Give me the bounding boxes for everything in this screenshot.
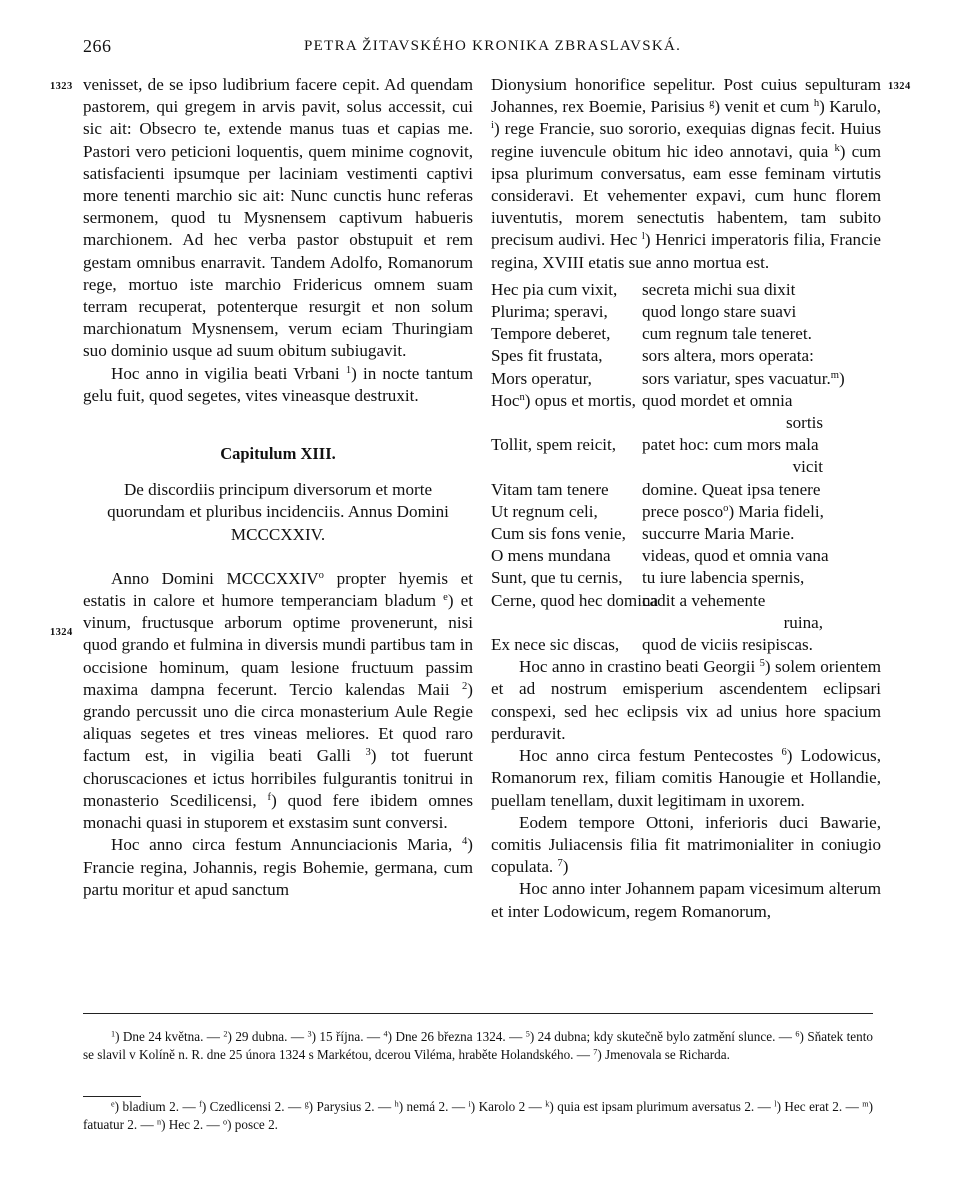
text-run: ) in nocte tantum gelu fuit, quod segetes, vites vineasque destruxit. (83, 363, 473, 405)
verse-half: Tempore deberet, (491, 324, 611, 344)
footnote-text: ) Sňatek tento se slavil v Kolíně n. R. dne 25 února 1324 s Markétou, dcerou Viléma, hraběte Holandského. — (83, 1029, 874, 1063)
verse-line (491, 479, 881, 501)
footnote-ref[interactable]: 5 (759, 658, 765, 670)
text-run: ) rege Francie, suo sororio, exequias dignas fecit. Huius regine iuvencule obitum hic ideo annotavi, quia (491, 119, 881, 161)
verse-half (491, 390, 642, 412)
footnote-ref[interactable]: n (519, 392, 525, 404)
footnote-text: ) bladium 2. — (114, 1099, 200, 1114)
poem (491, 279, 881, 656)
verse-line (491, 301, 881, 323)
footnote-text: ) quia est ipsam plurimum aversatus 2. — (549, 1099, 775, 1114)
paragraph (83, 363, 473, 407)
verse-line (491, 634, 881, 656)
text-run: propter hyemis et estatis in calore et humore temperanciam bladum (83, 568, 473, 611)
paragraph: venisset, de se ipso ludibrium facere cepit. Ad quendam pastorem, qui gregem in arvis pavit, solus accessit, cui sic ait: Obsecro te, extende manus tuas et capias me. Pastori vero peticioni loquentis, quem minime cognovit, satisfacienti ipsumque per laciniam vestimenti captivi more tenenti marchio sic ait: Nunc cunctis hunc referas sermonem, quod tu Mysnensem captivum habueris marchionem. Ad hec verba pastor obstupuit et rem gestam omnibus enarravit. Tandem Adolfo, Romanorum rege, mortuo iste marchio Fridericus omnem suam terram recuperat, potenterque resurgit et non solum marchionatum Mysnensem, verum eciam Thuringiam suo dominio usque ad suum obitum subiugavit. (83, 75, 473, 361)
footnote-text: ) Hec 2. — (161, 1117, 223, 1133)
paragraph: Hoc anno inter Johannem papam vicesimum alterum et inter Lodowicum, regem Romanorum, (491, 879, 881, 921)
footnote-mark: m (862, 1099, 869, 1109)
paragraph (491, 656, 881, 745)
verse-half: Tollit, spem reicit, (491, 435, 617, 455)
footnote-rule (83, 1013, 873, 1014)
footnote-ref[interactable]: 4 (462, 836, 468, 848)
paragraph (83, 568, 473, 834)
text-run: ) quod fere ibidem omnes monachi quasi in stuporem et exstasim sunt conversi. (83, 790, 474, 833)
footnote-text: ) fatuatur 2. — (83, 1099, 873, 1133)
verse-line (491, 501, 881, 523)
text-run: Hoc (491, 390, 520, 410)
footnote-mark: 3 (307, 1029, 312, 1039)
footnote-text: ) posce 2. (227, 1117, 278, 1133)
verse-line (491, 390, 881, 412)
verse-half: videas, quod et omnia vana (642, 546, 829, 566)
footnotes-historical (83, 1028, 873, 1065)
verse-half: cum regnum tale teneret. (642, 324, 812, 344)
text-run: ) Maria fideli, (728, 501, 824, 521)
verse-half: Cum sis fons venie, (491, 524, 626, 544)
text-run: Eodem tempore Ottoni, inferioris duci Bawarie, comitis Juliacensis filia fit matrimonialiter in coniugio copulata. (491, 812, 881, 877)
verse-half: Hec pia cum vixit, (491, 279, 618, 299)
text-run: ) Henrici imperatoris filia, Francie regina, XVIII etatis sue anno mortua est. (491, 230, 882, 272)
text-run: ) Karulo, (819, 97, 881, 117)
text-run: ) venit et cum (714, 97, 814, 117)
footnote-text: ) Karolo 2 — (470, 1099, 546, 1114)
verse-line (491, 567, 881, 589)
footnote-ref[interactable]: e (443, 592, 448, 604)
paragraph (83, 834, 473, 901)
footnote-text: ) Jmenovala se Richarda. (597, 1047, 730, 1063)
verse-half: Spes fit frustata, (491, 346, 603, 366)
text-run: Hoc anno in vigilia beati Vrbani (111, 363, 346, 383)
footnote-text: ) 15 října. — (311, 1029, 384, 1044)
footnote-mark: 7 (593, 1047, 598, 1057)
text-run: ) Francie regina, Johannis, regis Bohemie, germana, cum partu moritur et apud sanctum (83, 835, 473, 899)
footnote-mark: i (468, 1099, 471, 1109)
verse-half: secreta michi sua dixit (642, 279, 796, 299)
footnotes-textual (83, 1098, 873, 1135)
text-run: ) grando percussit uno die circa monasterium Aule Regie aliquas segetes et tres vineas meliores. Et quod raro factum est, in vigilia beati Galli (83, 679, 473, 766)
chapter-summary: De discordiis principum diversorum et morte quorundam et pluribus incidenciis. Annus Domini MCCCXXIV. (107, 480, 449, 544)
footnote-text: ) 29 dubna. — (227, 1029, 308, 1044)
verse-continuation: ruina, (783, 612, 823, 632)
footnote-ref[interactable]: h (813, 98, 820, 110)
footnote-mark: n (156, 1117, 162, 1127)
footnote-mark: 6 (795, 1029, 800, 1039)
text-run: ) tot fuerunt choruscaciones et ictus horribiles fulgurantis tonitrui in monasterio Scedilicensi, (83, 746, 473, 810)
chapter-heading: Capitulum XIII. (220, 444, 336, 464)
text-run: ) solem orientem et ad nostrum emisperium ascendentem eclipsari conspexi, sed hec eclipsis vix ad unius hore spacium perduravit. (491, 657, 881, 743)
verse-half: patet hoc: cum mors mala (642, 435, 819, 455)
paragraph (491, 74, 881, 274)
verse-half: Cerne, quod hec domina (491, 590, 659, 610)
verse-half (642, 368, 881, 390)
verse-half: cadit a vehemente (642, 590, 766, 610)
verse-half: domine. Queat ipsa tenere (642, 479, 821, 499)
verse-line (491, 523, 881, 545)
footnote-mark: 2 (223, 1029, 228, 1039)
verse-half: Ut regnum celi, (491, 501, 598, 521)
verse-continuation: vicit (792, 457, 823, 477)
text-run: ) Lodowicus, Romanorum rex, filiam comitis Hanougie et Hollandie, puellam tenellam, duxit legitimam in uxorem. (491, 746, 881, 810)
footnote-text: ) Parysius 2. — (308, 1099, 395, 1114)
verse-half (642, 501, 881, 523)
footnote-mark: l (774, 1099, 777, 1109)
verse-half: Vitam tam tenere (491, 479, 609, 499)
running-head: PETRA ŽITAVSKÉHO KRONIKA ZBRASLAVSKÁ. (304, 38, 682, 54)
superscript: o (318, 570, 324, 582)
footnote-ref[interactable]: o (723, 503, 729, 515)
footnote-mark: f (199, 1099, 202, 1109)
verse-half: tu iure labencia spernis, (642, 568, 805, 588)
text-run: sors variatur, spes vacuatur. (642, 368, 831, 388)
verse-line (491, 545, 881, 567)
footnote-ref[interactable]: m (830, 369, 839, 381)
footnote-text: ) nemá 2. — (398, 1099, 469, 1114)
footnote-ref[interactable]: g (709, 98, 715, 110)
verse-continuation: sortis (785, 413, 823, 433)
margin-year-right-top: 1324 (888, 81, 911, 92)
verse-line (491, 368, 881, 390)
verse-half: sors altera, mors operata: (642, 346, 814, 366)
footnote-ref[interactable]: 3 (365, 747, 371, 759)
text-run: ) et vinum, fructusque arborum optime provenerunt, nisi quod grando et fulmina in diversis mundi partibus tam in occisione hominum, quam lesione fructuum passim maxima dampna fecerunt. Tercio kalendas Maii (83, 591, 473, 699)
verse-half: quod de viciis resipiscas. (642, 635, 813, 655)
footnote-ref[interactable]: f (267, 792, 272, 804)
text-run: ) cum ipsa plurimum conversatus, eam esse feminam virtutis consideravi. Et vehementer expavi, cum hunc florem iuventutis, morem senectutis habentem, tam subito precisum audivi. Hec (491, 141, 881, 250)
verse-half: quod longo stare suavi (642, 302, 797, 322)
paragraph (491, 745, 881, 812)
footnote-mark: h (394, 1099, 399, 1109)
verse-half: O mens mundana (491, 546, 611, 566)
verse-line (491, 323, 881, 345)
verse-line (491, 590, 881, 612)
margin-year-left-top: 1323 (50, 81, 73, 92)
text-run: Anno Domini MCCCXXIV (111, 568, 319, 588)
footnote-ref[interactable]: 7 (557, 858, 563, 870)
footnote-ref[interactable]: 1 (345, 364, 352, 376)
footnote-mark: k (545, 1099, 550, 1109)
verse-half: Ex nece sic discas, (491, 635, 620, 655)
text-run: prece posco (642, 501, 724, 521)
footnote-ref[interactable]: i (491, 120, 494, 132)
footnote-text: ) Dne 26 března 1324. — (387, 1029, 526, 1044)
footnote-list (83, 1028, 873, 1065)
text-run: Hoc anno circa festum Annunciacionis Maria, (111, 835, 462, 855)
footnote-text: ) Czedlicensi 2. — (201, 1099, 305, 1114)
footnote-rule-short (83, 1096, 141, 1097)
footnote-text: ) Dne 24 května. — (115, 1029, 224, 1044)
text-run: Dionysium honorifice sepelitur. Post cuius sepulturam Johannes, rex Boemie, Parisius (491, 75, 881, 117)
verse-line (491, 434, 881, 456)
text-run: ) opus et mortis, (524, 390, 636, 410)
footnote-mark: o (222, 1117, 228, 1127)
footnote-mark: 4 (383, 1029, 388, 1039)
footnote-list (83, 1098, 873, 1135)
footnote-mark: e (111, 1099, 115, 1109)
text-run: ) (838, 368, 845, 388)
footnote-mark: g (304, 1099, 309, 1109)
footnote-ref[interactable]: k (834, 142, 840, 154)
verse-half: Mors operatur, (491, 368, 592, 388)
verse-half: succurre Maria Marie. (642, 524, 795, 544)
margin-year-left-mid: 1324 (50, 627, 73, 638)
text-run: Hoc anno in crastino beati Georgii (519, 657, 760, 677)
footnote-ref[interactable]: 2 (462, 681, 468, 693)
right-column (491, 74, 881, 923)
verse-line (491, 345, 881, 367)
footnote-mark: 1 (111, 1029, 116, 1039)
text-run: ) (562, 857, 569, 877)
left-column (83, 74, 473, 901)
footnote-mark: 5 (525, 1029, 530, 1039)
page-number: 266 (83, 36, 112, 56)
footnote-ref[interactable]: l (641, 231, 645, 243)
verse-half: Sunt, que tu cernis, (491, 568, 623, 588)
verse-half: Plurima; speravi, (491, 302, 608, 322)
footnote-text: ) Hec erat 2. — (776, 1099, 863, 1114)
text-run: Hoc anno circa festum Pentecostes (519, 746, 782, 766)
paragraph (491, 812, 881, 879)
footnote-text: ) 24 dubna; kdy skutečně bylo zatmění slunce. — (529, 1029, 796, 1044)
footnote-ref[interactable]: 6 (781, 747, 787, 759)
verse-line (491, 279, 881, 301)
verse-half: quod mordet et omnia (642, 390, 793, 410)
